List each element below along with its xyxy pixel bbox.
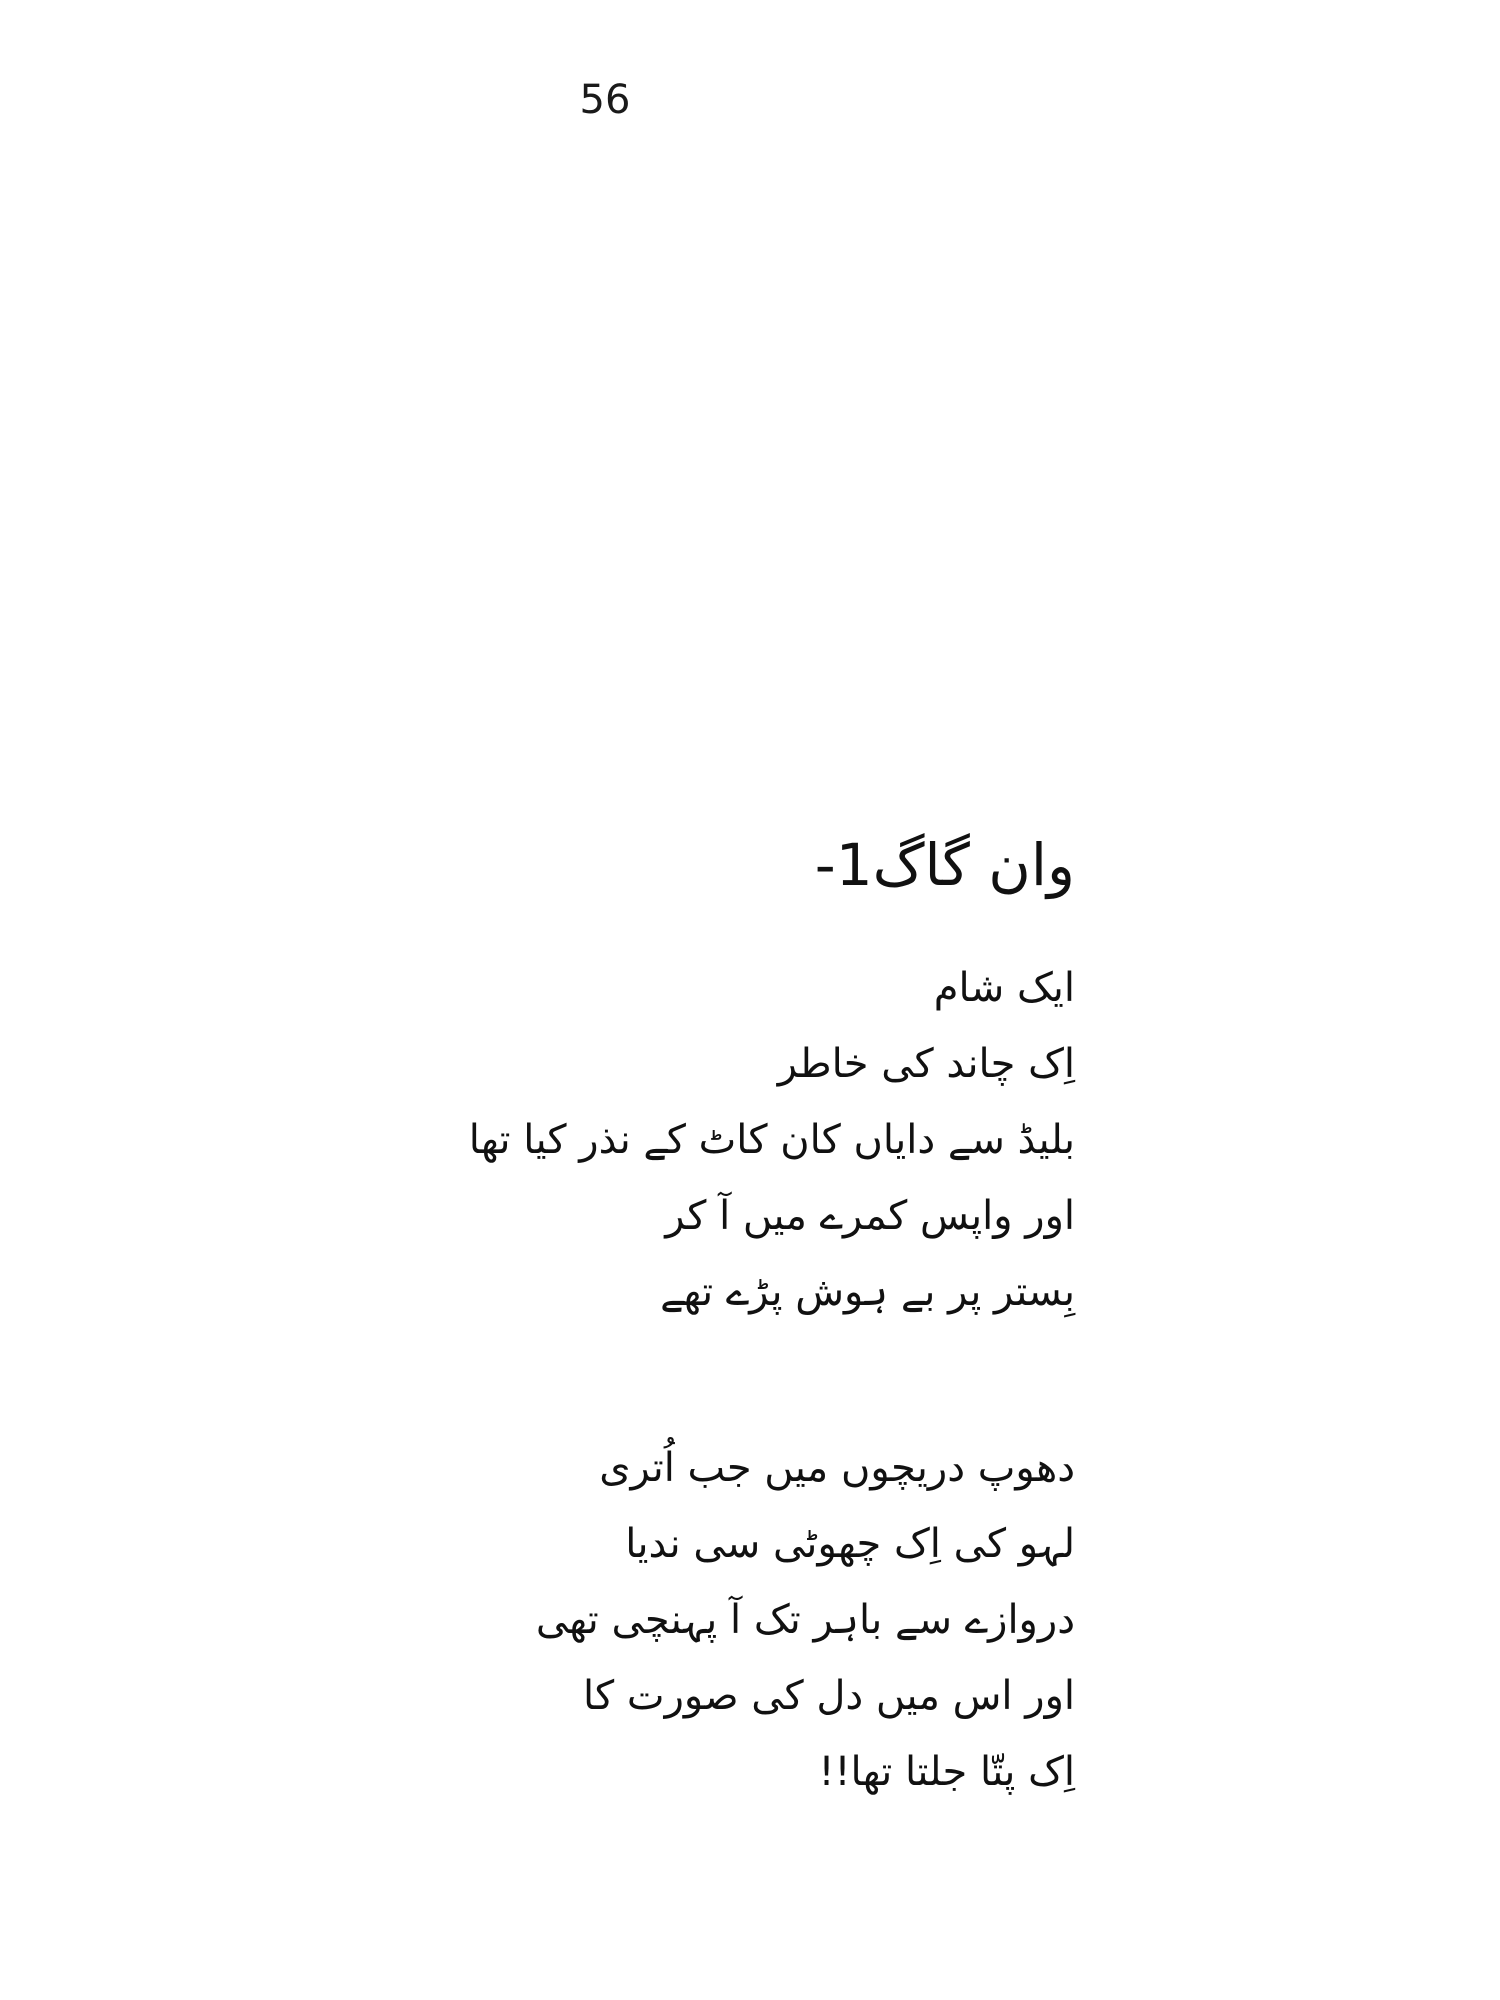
poem-title [375,820,1075,910]
poem [375,820,1075,1810]
poem-line: لہو کی اِک چھوٹی سی ندیا [625,1521,1075,1567]
poem-line: اور اس میں دل کی صورت کا [582,1673,1075,1719]
page-number: 56 [579,77,631,123]
poem-title-text: وان گاگ [872,831,1075,899]
poem-line: اِک پتّا جلتا تھا!! [818,1749,1075,1795]
poem-line: دروازے سے باہر تک آ پہنچی تھی [535,1597,1075,1643]
poem-line: بلیڈ سے دایاں کان کاٹ کے نذر کیا تھا [468,1117,1075,1163]
poem-line: اِک چاند کی خاطر [777,1041,1075,1087]
stanza-divider [375,1330,1075,1430]
poem-line: اور واپس کمرے میں آ کر [665,1193,1075,1239]
poem-line: بِستر پر بے ہوش پڑے تھے [660,1269,1075,1315]
stanza-1 [375,950,1075,1330]
stanza-2 [375,1430,1075,1810]
poem-title-number: -1 [814,831,873,899]
poem-line: دھوپ دریچوں میں جب اُتری [599,1445,1075,1491]
poem-line: ایک شام [933,965,1075,1011]
